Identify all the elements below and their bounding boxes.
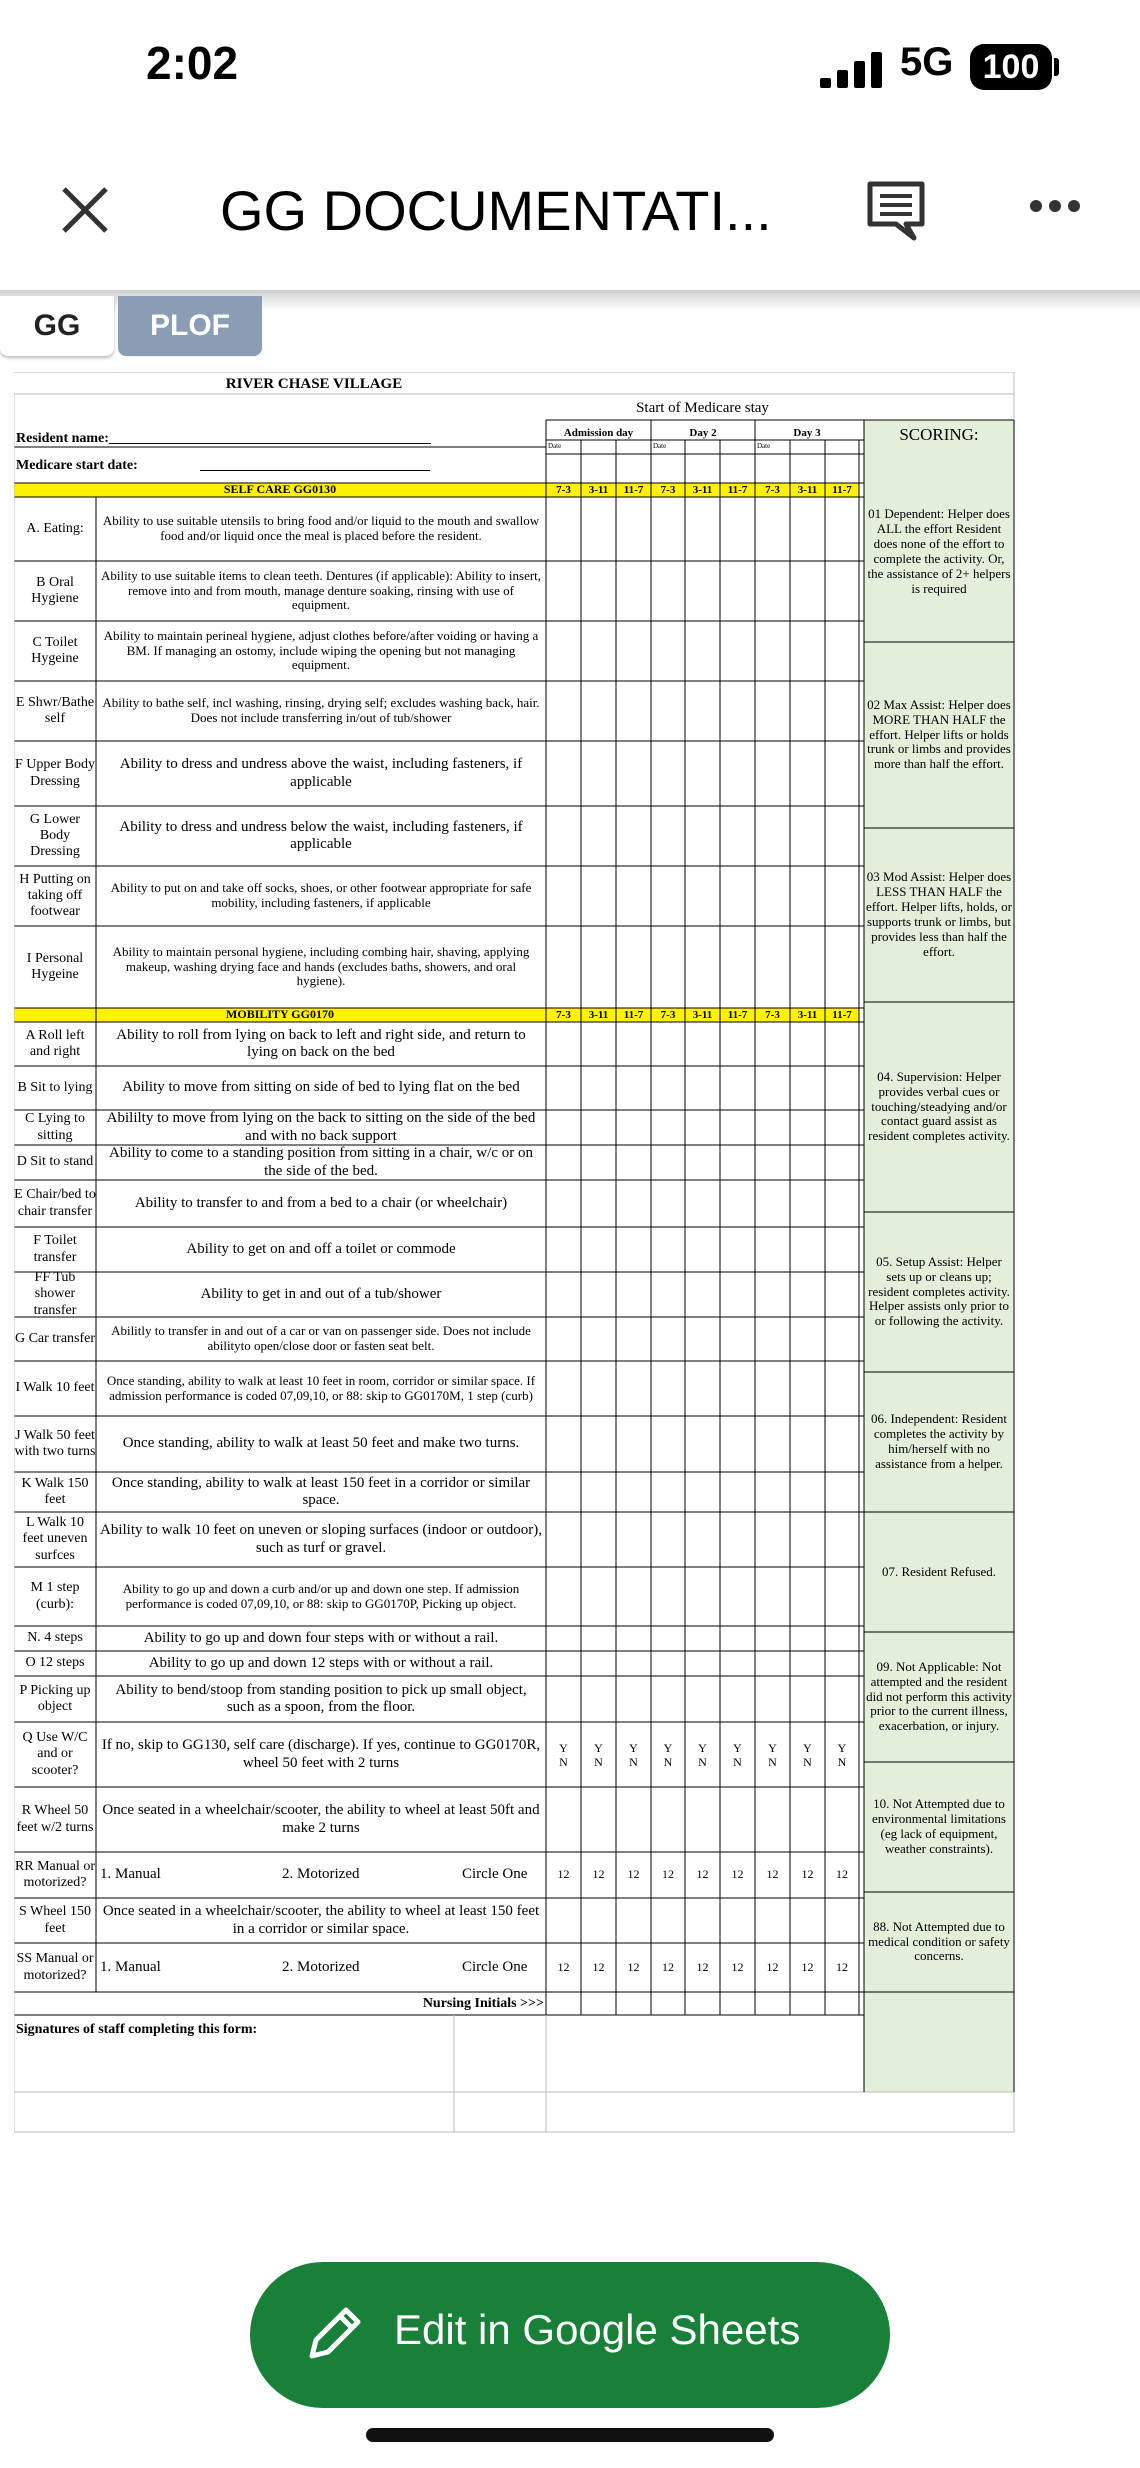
scoring-legend-item: 03 Mod Assist: Helper does LESS THAN HALF the effort. Helper lifts, holds, or supports trunk or limbs, but provides less than half the effort. [866,869,1012,959]
mobility-item-opt3: Circle One [462,1958,528,1975]
self-care-item-desc: Ability to use suitable items to clean teeth. Dentures (if applicable): Ability to insert, remove into and from mouth, manage denture soaking, rinsing with use of equipment. [100,567,542,613]
day-header: Day 3 [793,427,821,439]
home-indicator [366,2428,774,2442]
shift-label: 3-11 [588,484,609,496]
mobility-item-desc: Abilitly to transfer in and out of a car or van on passenger side. Does not include abilityto open/close door or fasten seat belt. [111,1323,531,1353]
mobility-item-desc: Once seated in a wheelchair/scooter, the ability to wheel at least 50ft and make 2 turns [102,1802,540,1836]
scoring-legend-item: 05. Setup Assist: Helper sets up or cleans up; resident completes activity. Helper assists only prior to or following the activity. [868,1253,1010,1329]
resident-name-label: Resident name:______________________________________________ [16,431,431,446]
spreadsheet-view[interactable] [14,372,1016,2188]
yes-mark: Y [768,1740,777,1755]
mobility-item-name: J Walk 50 feet with two turns [14,1427,96,1459]
close-icon[interactable] [60,185,110,235]
circle-twelve: 12 [627,1959,640,1974]
self-care-item-name: E Shwr/Bathe self [15,694,95,726]
self-care-item-desc: Ability to maintain personal hygiene, including combing hair, shaving, applying makeup, washing drying face and hands (excludes baths, showers, and oral hygiene). [112,943,530,989]
self-care-item-name: G Lower Body Dressing [29,811,81,860]
shift-label: 7-3 [556,1009,571,1021]
circle-twelve: 12 [766,1959,779,1974]
shift-label: 7-3 [765,1009,780,1021]
mobility-item-desc: Ability to go up and down 12 steps with or without a rail. [148,1654,494,1671]
battery-tip [1054,58,1059,76]
status-bar [0,0,1140,130]
mobility-item-name: N. 4 steps [27,1630,83,1646]
no-mark: N [698,1754,707,1769]
sheet-tabs [0,296,1140,358]
edit-in-sheets-button[interactable] [250,2262,890,2408]
shift-label: 7-3 [660,1009,676,1021]
mobility-item-name: RR Manual or motorized? [14,1858,96,1890]
self-care-header: SELF CARE GG0130 [223,482,337,496]
shift-label: 3-11 [797,1009,818,1021]
mobility-item-opt1: 1. Manual [100,1866,161,1882]
mobility-item-desc: Abililty to move from lying on the back to sitting on the side of the bed and with no back support [106,1110,536,1144]
network-label: 5G [900,40,954,84]
shift-label: 11-7 [623,1009,644,1021]
circle-twelve: 12 [801,1959,814,1974]
circle-twelve: 12 [592,1959,605,1974]
scoring-header: SCORING: [899,425,979,444]
no-mark: N [629,1754,638,1769]
pencil-icon [302,2302,366,2366]
mobility-item-name: M 1 step (curb): [30,1580,80,1612]
self-care-item-name: H Putting on taking off footwear [19,871,91,920]
mobility-item-desc: Once standing, ability to walk at least 50 feet and make two turns. [122,1435,520,1452]
self-care-item-name: A. Eating: [26,520,84,536]
circle-twelve: 12 [836,1867,848,1881]
circle-twelve: 12 [696,1867,709,1881]
status-time: 2:02 [146,37,239,89]
app-bar [0,140,1140,290]
day-header: Day 2 [689,427,717,439]
yes-mark: Y [594,1740,603,1755]
mobility-item-opt1: 1. Manual [100,1958,161,1975]
scoring-legend-item: 10. Not Attempted due to environmental limitations (eg lack of equipment, weather constraints). [872,1796,1006,1856]
signal-icon [820,52,890,88]
mobility-item-desc: Once standing, ability to walk at least 10 feet in room, corridor or similar space. If admission performance is coded 07,09,10, or 88: skip to GG0170M, 1 step (curb) [106,1372,536,1403]
medicare-start-blank [200,470,430,471]
edit-button-label: Edit in Google Sheets [394,2306,801,2353]
no-mark: N [768,1754,777,1769]
comment-icon[interactable] [866,180,926,242]
mobility-item-name: F Toilet transfer [33,1233,77,1265]
mobility-item-desc: Ability to come to a standing position from sitting in a chair, w/c or on the side of the bed. [109,1145,533,1179]
mobility-item-name: O 12 steps [25,1655,85,1671]
self-care-item-name: C Toilet Hygeine [31,634,79,666]
no-mark: N [803,1754,812,1769]
date-label: Date [757,442,771,450]
signatures-label: Signatures of staff completing this form: [16,2022,258,2037]
medicare-start-label: Medicare start date: [16,458,138,473]
self-care-item-desc: Ability to dress and undress above the waist, including fasteners, if applicable [119,756,523,790]
shift-label: 11-7 [727,1009,748,1021]
shift-label: 11-7 [623,484,644,496]
scoring-legend-item: 06. Independent: Resident completes the activity by him/herself with no assistance from a helper. [870,1411,1008,1471]
mobility-item-desc: Ability to bend/stoop from standing position to pick up small object, such as a spoon, from the floor. [115,1681,527,1715]
shift-label: 3-11 [692,1009,713,1021]
mobility-item-name: K Walk 150 feet [21,1475,89,1507]
circle-twelve: 12 [557,1867,570,1881]
yes-mark: Y [663,1740,673,1755]
mobility-item-desc: Ability to go up and down four steps with or without a rail. [143,1629,499,1646]
shift-label: 3-11 [797,484,818,496]
mobility-item-desc: Ability to go up and down a curb and/or up and down one step. If admission performance is coded 07,09,10, or 88: skip to GG0170P, Picking up object. [122,1580,520,1611]
scoring-legend-item: 09. Not Applicable: Not attempted and the resident did not perform this activity prior to the current illness, exacerbation, or injury. [866,1658,1012,1734]
mobility-item-desc: Once standing, ability to walk at least 150 feet in a corridor or similar space. [111,1474,531,1508]
mobility-item-desc: Ability to roll from lying on back to left and right side, and return to lying on back on the bed [116,1026,526,1060]
scoring-legend-item: 07. Resident Refused. [881,1563,997,1579]
circle-twelve: 12 [627,1867,640,1881]
nursing-initials: Nursing Initials >>> [422,1996,544,2011]
mobility-item-name: G Car transfer [14,1330,96,1346]
shift-label: 11-7 [727,484,748,496]
yes-mark: Y [629,1740,638,1755]
self-care-item-desc: Ability to bathe self, incl washing, rinsing, drying self; excludes washing back, hair. Does not include transferring in/out of tub/shower [102,695,540,725]
self-care-item-name: I Personal Hygeine [26,950,84,982]
shift-label: 7-3 [765,484,780,496]
mobility-item-name: FF Tub shower transfer [33,1270,77,1318]
scoring-legend-item: 01 Dependent: Helper does ALL the effort Resident does none of the effort to complete the activity. Or, the assistance of 2+ helpers is required [867,506,1011,596]
battery-icon: 100 [970,44,1052,90]
no-mark: N [594,1754,603,1769]
no-mark: N [733,1754,742,1769]
circle-twelve: 12 [836,1959,848,1974]
mobility-item-desc: Ability to move from sitting on side of bed to lying flat on the bed [122,1079,520,1096]
mobility-header: MOBILITY GG0170 [226,1007,334,1021]
scoring-legend-item: 88. Not Attempted due to medical condition or safety concerns. [868,1918,1010,1964]
day-header: Admission day [563,427,634,439]
shift-label: 3-11 [588,1009,609,1021]
mobility-item-desc: If no, skip to GG130, self care (discharge). If yes, continue to GG0170R, wheel 50 feet with 2 turns [101,1737,541,1771]
shift-label: 7-3 [660,484,676,496]
self-care-item-name: F Upper Body Dressing [14,757,96,789]
circle-twelve: 12 [662,1867,674,1881]
mobility-item-opt2: 2. Motorized [282,1958,360,1975]
document-title: GG DOCUMENTATI... [220,179,772,242]
circle-twelve: 12 [662,1959,674,1974]
mobility-item-name: I Walk 10 feet [15,1380,95,1396]
yes-mark: Y [559,1740,568,1755]
mobility-item-name: D Sit to stand [16,1154,94,1170]
self-care-item-name: B Oral Hygiene [31,574,79,606]
mobility-item-desc: Ability to get on and off a toilet or commode [186,1240,456,1257]
shift-label: 7-3 [556,484,571,496]
mobility-item-name: A Roll left and right [25,1027,85,1059]
self-care-item-desc: Ability to use suitable utensils to bring food and/or liquid to the mouth and swallow food and/or liquid once the meal is placed before the resident. [102,513,540,543]
circle-twelve: 12 [731,1959,744,1974]
mobility-item-desc: Ability to get in and out of a tub/shower [200,1285,442,1302]
scoring-legend-item: 04. Supervision: Helper provides verbal cues or touching/steadying and/or contact guard assist as resident completes activity. [868,1068,1010,1144]
circle-twelve: 12 [557,1959,570,1974]
mobility-item-desc: Ability to transfer to and from a bed to a chair (or wheelchair) [134,1194,508,1211]
self-care-item-desc: Ability to put on and take off socks, shoes, or other footwear appropriate for safe mobility, including fasteners, if applicable [110,880,532,910]
mobility-item-name: R Wheel 50 feet w/2 turns [16,1803,94,1835]
shift-label: 11-7 [832,1009,852,1021]
no-mark: N [559,1754,568,1769]
tab-plof[interactable]: PLOF [118,296,262,356]
mobility-item-desc: Ability to walk 10 feet on uneven or sloping surfaces (indoor or outdoor), such as turf or gravel. [100,1522,542,1556]
more-options-icon[interactable] [1028,196,1082,216]
mobility-item-name: S Wheel 150 feet [18,1904,92,1936]
mobility-item-name: E Chair/bed to chair transfer [14,1187,96,1219]
mobility-item-desc: Once seated in a wheelchair/scooter, the ability to wheel at least 150 feet in a corridor or similar space. [102,1903,540,1937]
mobility-item-name: L Walk 10 feet uneven surfces [22,1515,88,1563]
yes-mark: Y [698,1740,707,1755]
mobility-item-name: SS Manual or motorized? [16,1951,94,1983]
mobility-item-name: C Lying to sitting [25,1111,85,1143]
circle-twelve: 12 [696,1959,709,1974]
mobility-item-opt3: Circle One [462,1866,528,1882]
mobility-item-name: P Picking up object [19,1682,91,1714]
mobility-item-name: B Sit to lying [17,1079,93,1095]
yes-mark: Y [837,1740,847,1755]
facility-name: RIVER CHASE VILLAGE [225,376,403,392]
circle-twelve: 12 [766,1867,779,1881]
mobility-item-name: Q Use W/C and or scooter? [22,1730,88,1778]
shift-label: 3-11 [692,484,713,496]
circle-twelve: 12 [801,1867,814,1881]
no-mark: N [663,1754,673,1769]
scoring-legend-item: 02 Max Assist: Helper does MORE THAN HALF the effort. Helper lifts or holds trunk or limbs and provides more than half the effort. [867,696,1011,772]
yes-mark: Y [803,1740,812,1755]
date-label: Date [653,442,667,450]
start-of-stay: Start of Medicare stay [636,400,769,416]
circle-twelve: 12 [592,1867,605,1881]
yes-mark: Y [733,1740,742,1755]
no-mark: N [837,1754,847,1769]
date-label: Date [548,442,562,450]
self-care-item-desc: Ability to maintain perineal hygiene, adjust clothes before/after voiding or having a BM. If managing an ostomy, include wiping the opening but not managing equipment. [103,627,539,673]
circle-twelve: 12 [731,1867,744,1881]
tab-gg[interactable]: GG [0,296,114,356]
self-care-item-desc: Ability to dress and undress below the waist, including fasteners, if applicable [119,818,523,852]
shift-label: 11-7 [832,484,852,496]
mobility-item-opt2: 2. Motorized [282,1866,360,1882]
